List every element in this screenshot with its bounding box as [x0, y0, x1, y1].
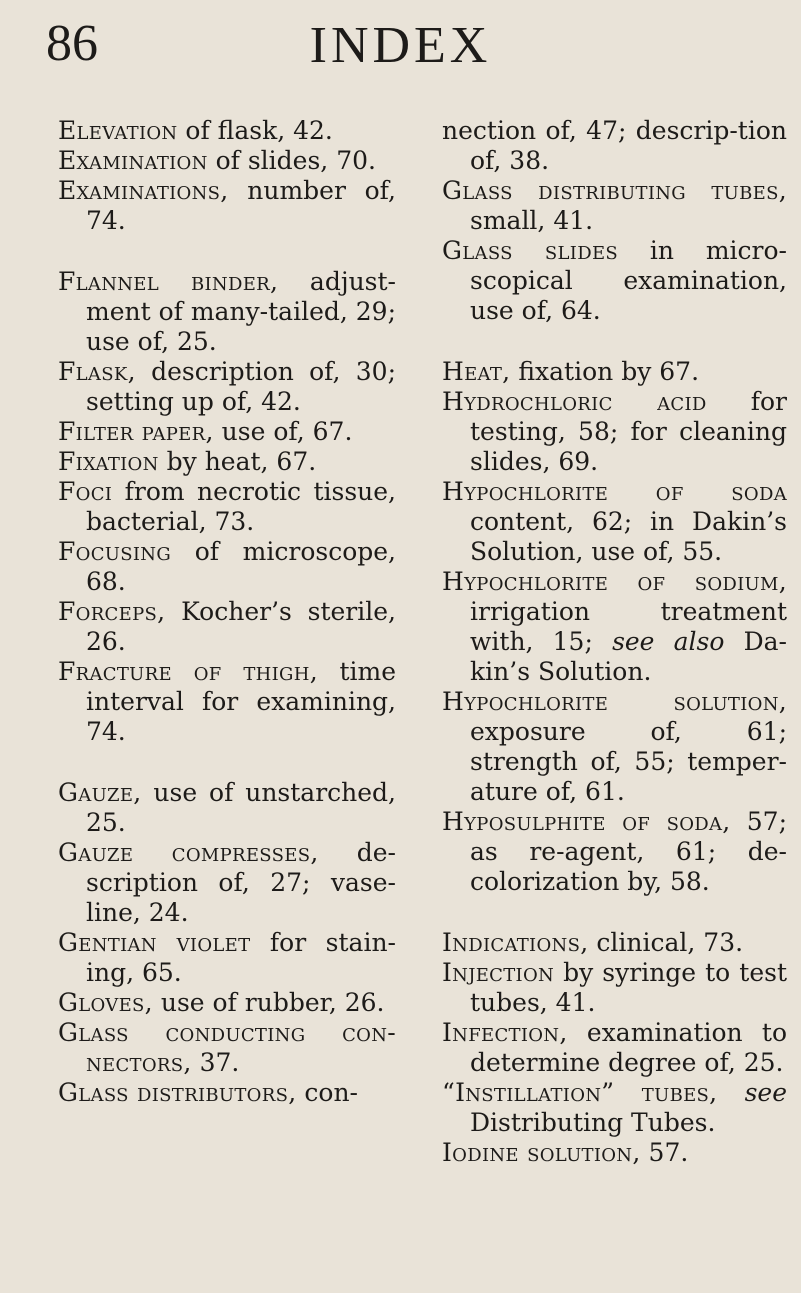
entry-text: use of unstarched, 25.	[86, 778, 396, 837]
entry-heading: Gentian violet	[58, 928, 251, 957]
entry-heading: Fixation	[58, 447, 159, 476]
entry-text: de-scription of, 27; vase-line, 24.	[86, 838, 396, 927]
entry-text: Distributing Tubes.	[470, 1108, 716, 1137]
entry-text: 57.	[640, 1138, 689, 1167]
index-entry	[442, 477, 787, 567]
index-entry	[442, 928, 787, 958]
entry-heading: Gauze,	[58, 778, 142, 807]
entry-text: 37.	[191, 1048, 240, 1077]
entry-heading: Indications,	[442, 928, 589, 957]
index-entry	[58, 1018, 396, 1078]
entry-heading: Injection	[442, 958, 555, 987]
index-entry	[442, 807, 787, 897]
index-entry	[58, 988, 396, 1018]
see-also-reference: see also	[612, 627, 725, 656]
index-column-right	[442, 116, 787, 1168]
entry-heading: Iodine solution,	[442, 1138, 641, 1167]
entry-text: 57; as re-agent, 61; de-colorization by, 58.	[470, 807, 787, 896]
entry-heading: Examinations,	[58, 176, 229, 205]
entry-heading: Hydrochloric acid	[442, 387, 707, 416]
entry-text: Kocher’s sterile, 26.	[86, 597, 396, 656]
entry-text: small, 41.	[470, 206, 594, 235]
index-entry	[58, 267, 396, 357]
entry-text: use of rubber, 26.	[152, 988, 385, 1017]
entry-text: clinical, 73.	[588, 928, 744, 957]
entry-text: of microscope, 68.	[86, 537, 396, 596]
index-column-left	[58, 116, 396, 1108]
index-entry	[58, 778, 396, 838]
index-entry	[442, 1018, 787, 1078]
see-reference: see	[744, 1078, 787, 1107]
entry-heading: Glass slides	[442, 236, 619, 265]
running-head: INDEX	[309, 17, 492, 74]
entry-text: Da-kin’s Solution.	[470, 627, 787, 686]
entry-text: content, 62; in Dakin’s Solution, use of, 55.	[470, 507, 787, 566]
entry-heading: Heat,	[442, 357, 511, 386]
index-entry	[442, 567, 787, 687]
entry-text: irrigation treatment with, 15;	[470, 597, 787, 656]
entry-heading: Hypochlorite solution,	[442, 687, 787, 716]
entry-heading: Glass distributing tubes,	[442, 176, 787, 205]
index-entry	[442, 1138, 787, 1168]
index-entry	[58, 116, 396, 146]
index-entry	[442, 236, 787, 326]
entry-text: examination to determine degree of, 25.	[470, 1018, 787, 1077]
index-entry	[58, 537, 396, 597]
entry-heading: Filter paper,	[58, 417, 214, 446]
entry-text: con-	[296, 1078, 359, 1107]
entry-text: by syringe to test tubes, 41.	[470, 958, 787, 1017]
entry-text: for stain-ing, 65.	[86, 928, 396, 987]
index-entry	[58, 1078, 396, 1108]
index-entry	[58, 657, 396, 747]
entry-text: number of, 74.	[86, 176, 396, 235]
entry-heading: Examination	[58, 146, 208, 175]
entry-heading: Glass conducting con-nectors,	[58, 1018, 396, 1077]
entry-heading: Foci	[58, 477, 113, 506]
index-entry	[442, 176, 787, 236]
index-entry	[58, 597, 396, 657]
entry-heading: Gauze compresses,	[58, 838, 319, 867]
index-entry	[442, 387, 787, 477]
entry-text: of slides, 70.	[207, 146, 376, 175]
entry-text: by heat, 67.	[158, 447, 317, 476]
index-entry	[58, 357, 396, 417]
index-entry	[58, 417, 396, 447]
index-entry	[58, 838, 396, 928]
entry-text: from necrotic tissue, bacterial, 73.	[86, 477, 396, 536]
index-entry	[442, 958, 787, 1018]
index-entry	[58, 146, 396, 176]
entry-heading: Flannel binder,	[58, 267, 279, 296]
entry-heading: Flask,	[58, 357, 136, 386]
entry-heading: Fracture of thigh,	[58, 657, 318, 686]
index-entry	[58, 477, 396, 537]
entry-text: nection of, 47; descrip-tion of, 38.	[442, 116, 787, 175]
entry-heading: Gloves,	[58, 988, 153, 1017]
entry-text: of flask, 42.	[177, 116, 333, 145]
entry-heading: Elevation	[58, 116, 178, 145]
entry-text: for testing, 58; for cleaning slides, 69.	[470, 387, 788, 476]
entry-heading: Infection,	[442, 1018, 568, 1047]
entry-text: description of, 30; setting up of, 42.	[86, 357, 396, 416]
entry-heading: Focusing	[58, 537, 172, 566]
entry-heading: Hypochlorite of sodium,	[442, 567, 787, 596]
entry-text: adjust-ment of many-tailed, 29; use of, 25.	[86, 267, 396, 356]
entry-text: fixation by 67.	[510, 357, 700, 386]
index-entry	[58, 928, 396, 988]
index-entry	[442, 357, 787, 387]
entry-text	[717, 1078, 744, 1107]
index-entry	[58, 176, 396, 236]
index-entry	[442, 687, 787, 807]
entry-text: exposure of, 61; strength of, 55; temper-ature of, 61.	[470, 717, 787, 806]
index-entry	[58, 447, 396, 477]
page-number: 86	[46, 15, 98, 72]
entry-text: use of, 67.	[213, 417, 353, 446]
entry-heading: Hypochlorite of soda	[442, 477, 787, 506]
entry-text: in micro-scopical examination, use of, 64.	[470, 236, 787, 325]
entry-text: time interval for examining, 74.	[86, 657, 396, 746]
entry-heading: Forceps,	[58, 597, 166, 626]
entry-heading: Hyposulphite of soda,	[442, 807, 731, 836]
entry-heading: “Instillation” tubes,	[442, 1078, 718, 1107]
index-entry	[442, 1078, 787, 1138]
index-entry	[442, 116, 787, 176]
entry-heading: Glass distributors,	[58, 1078, 297, 1107]
